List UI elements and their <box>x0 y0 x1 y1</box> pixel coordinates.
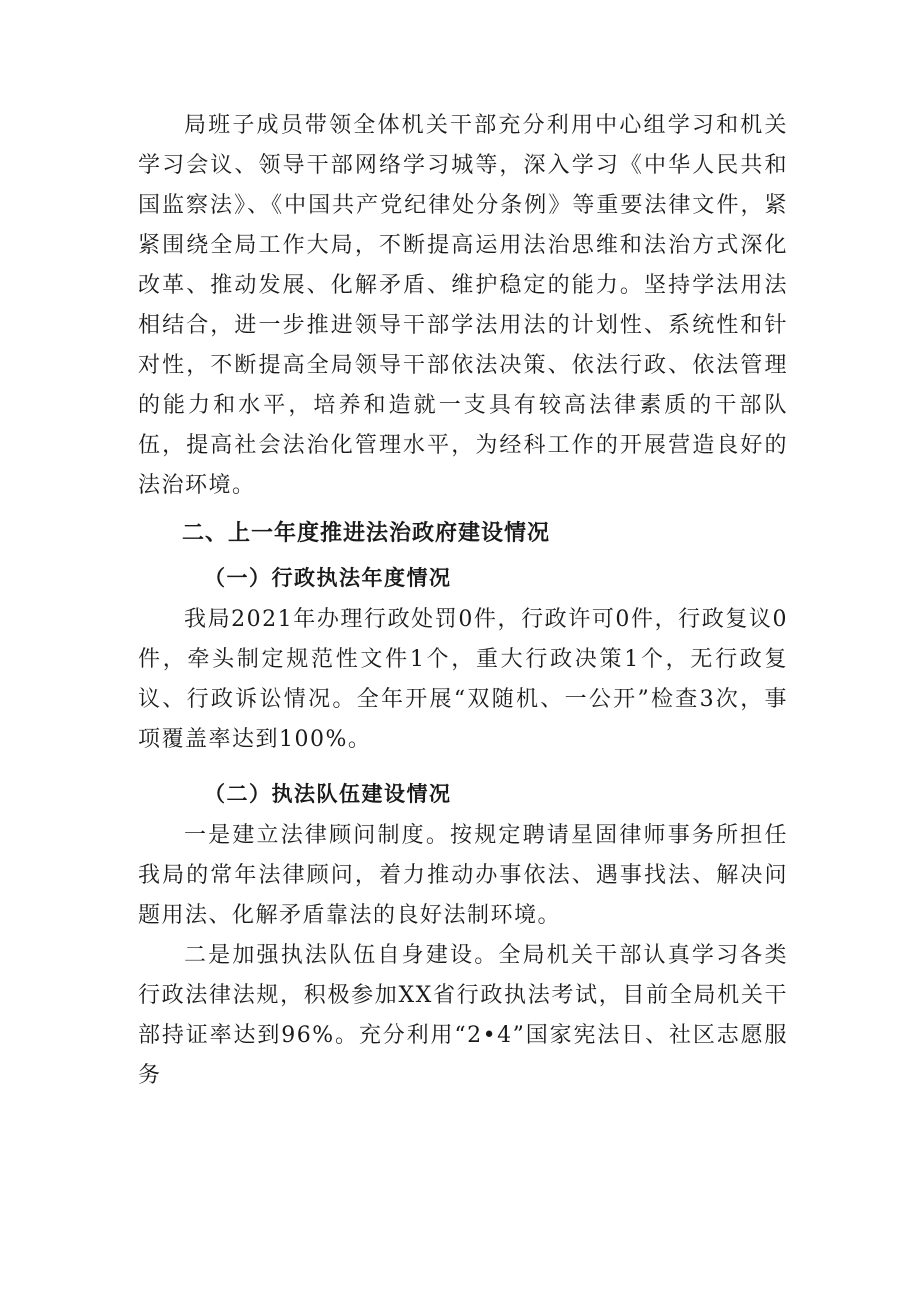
body-paragraph: 局班子成员带领全体机关干部充分利用中心组学习和机关学习会议、领导干部网络学习城等，深入学习《中华人民共和国监察法》、《中国共产党纪律处分条例》等重要法律文件，紧紧围绕全局工作大局，不断提高运用法治思维和法治方式深化改革、推动发展、化解矛盾、维护稳定的能力。坚持学法用法相结合，进一步推进领导干部学法用法的计划性、系统性和针对性，不断提高全局领导干部依法决策、依法行政、依法管理的能力和水平，培养和造就一支具有较高法律素质的干部队伍，提高社会法治化管理水平，为经科工作的开展营造良好的法治环境。 <box>138 113 788 498</box>
subsection-heading: （二）执法队伍建设情况 <box>204 781 452 806</box>
body-paragraph: 一是建立法律顾问制度。按规定聘请星固律师事务所担任我局的常年法律顾问，着力推动办事依法、遇事找法、解决问题用法、化解矛盾靠法的良好法制环境。 <box>138 823 788 928</box>
document-page <box>138 106 788 1096</box>
subsection-heading: （一）行政执法年度情况 <box>204 565 452 590</box>
section-heading: 二、上一年度推进法治政府建设情况 <box>182 521 551 546</box>
body-paragraph: 二是加强执法队伍自身建设。全局机关干部认真学习各类行政法律法规，积极参加XX省行政执法考试，目前全局机关干部持证率达到96%。充分利用“2•4”国家宪法日、社区志愿服务 <box>138 943 788 1088</box>
body-paragraph: 我局2021年办理行政处罚0件，行政许可0件，行政复议0件，牵头制定规范性文件1个，重大行政决策1个，无行政复议、行政诉讼情况。全年开展“双随机、一公开”检查3次，事项覆盖率达到100%。 <box>138 607 788 752</box>
